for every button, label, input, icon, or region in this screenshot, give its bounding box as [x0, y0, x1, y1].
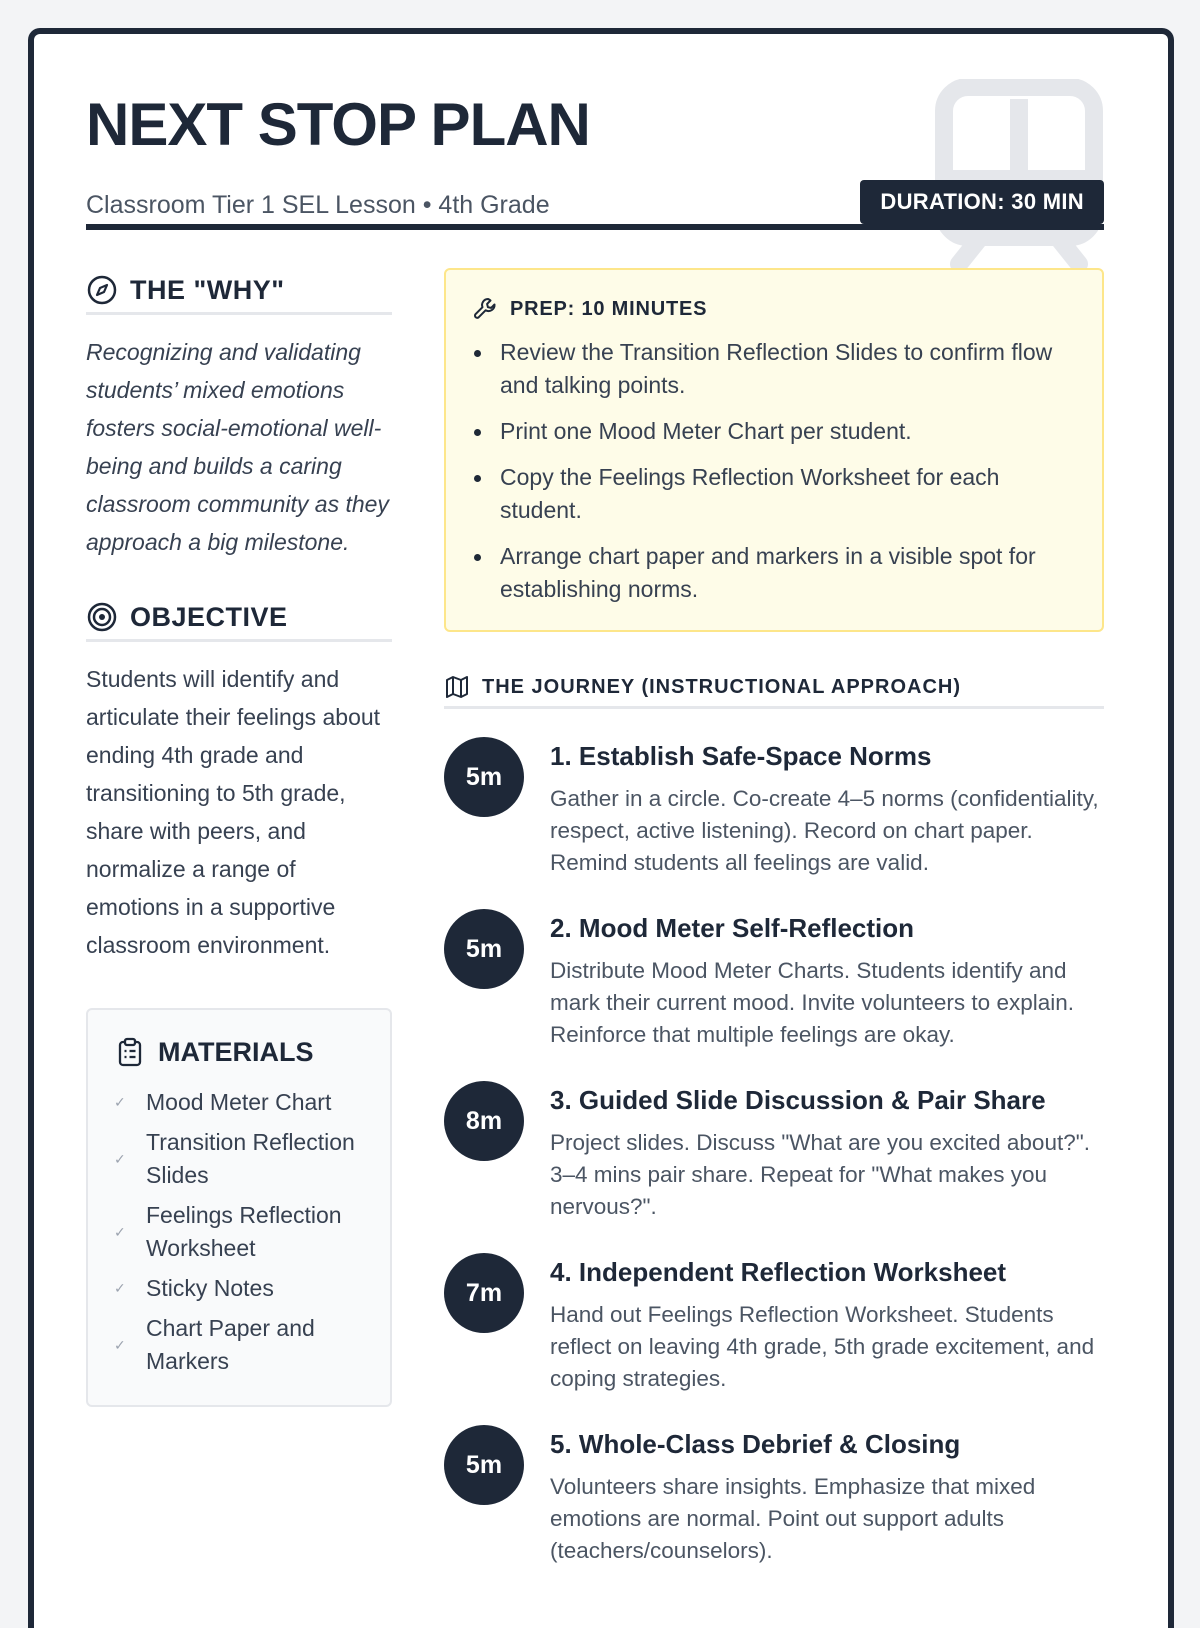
objective-heading: [86, 601, 392, 642]
material-label: Feelings Reflection Worksheet: [146, 1202, 342, 1261]
step-body: [550, 909, 1104, 1051]
clipboard-icon: [114, 1036, 146, 1068]
step-time-badge: 7m: [444, 1253, 524, 1333]
left-column: [86, 274, 392, 1407]
header: [86, 90, 1104, 230]
list-item: [114, 1086, 368, 1119]
why-heading-label: THE "WHY": [130, 274, 285, 305]
compass-icon: [86, 274, 118, 306]
prep-heading-label: PREP: 10 MINUTES: [510, 297, 708, 320]
right-column: [444, 268, 1104, 1597]
list-item: Print one Mood Meter Chart per student.: [472, 415, 1076, 448]
step-title: 2. Mood Meter Self-Reflection: [550, 913, 915, 943]
check-icon: ✓: [114, 1336, 126, 1353]
why-heading: [86, 274, 392, 315]
list-item: Copy the Feelings Reflection Worksheet for each student.: [472, 461, 1076, 527]
why-text: Recognizing and validating students’ mixed emotions fosters social-emotional well-being and builds a caring classroom community as they approach a big milestone.: [86, 339, 389, 555]
list-item: [114, 1199, 368, 1265]
step-time-badge: 5m: [444, 737, 524, 817]
prep-list: [472, 336, 1076, 606]
step-body: [550, 1425, 1104, 1567]
list-item: Arrange chart paper and markers in a visible spot for establishing norms.: [472, 540, 1076, 606]
step-description: Gather in a circle. Co-create 4–5 norms (confidentiality, respect, active listening). Record on chart paper. Remind students all feelings are valid.: [550, 786, 1099, 875]
step-description: Volunteers share insights. Emphasize that mixed emotions are normal. Point out support adults (teachers/counselors).: [550, 1474, 1036, 1563]
materials-heading: [114, 1036, 368, 1068]
wrench-icon: [472, 296, 498, 322]
step-time-badge: 5m: [444, 909, 524, 989]
step-body: [550, 1081, 1104, 1223]
step-title: 4. Independent Reflection Worksheet: [550, 1257, 1007, 1287]
lesson-plan-card: [28, 28, 1174, 1628]
material-label: Mood Meter Chart: [146, 1089, 332, 1115]
page-subtitle: Classroom Tier 1 SEL Lesson • 4th Grade: [86, 191, 550, 219]
materials-list: [114, 1086, 368, 1378]
list-item: [114, 1312, 368, 1378]
check-icon: ✓: [114, 1094, 126, 1110]
step-description: Distribute Mood Meter Charts. Students identify and mark their current mood. Invite volunteers to explain. Reinforce that multiple feelings are okay.: [550, 958, 1074, 1047]
journey-step: [444, 909, 1104, 1051]
check-icon: ✓: [114, 1223, 126, 1240]
list-item: [114, 1272, 368, 1305]
step-description: Project slides. Discuss "What are you excited about?". 3–4 mins pair share. Repeat for "What makes you nervous?".: [550, 1130, 1090, 1219]
materials-heading-label: MATERIALS: [158, 1036, 314, 1067]
material-label: Sticky Notes: [146, 1275, 274, 1301]
list-item: Review the Transition Reflection Slides to confirm flow and talking points.: [472, 336, 1076, 402]
list-item: [114, 1126, 368, 1192]
step-description: Hand out Feelings Reflection Worksheet. Students reflect on leaving 4th grade, 5th grade excitement, and coping strategies.: [550, 1302, 1095, 1391]
check-icon: ✓: [114, 1150, 126, 1167]
material-label: Chart Paper and Markers: [146, 1315, 315, 1374]
prep-box: [444, 268, 1104, 632]
journey-step: [444, 1081, 1104, 1223]
step-title: 5. Whole-Class Debrief & Closing: [550, 1429, 961, 1459]
page-title: NEXT STOP PLAN: [86, 91, 590, 158]
step-time-badge: 5m: [444, 1425, 524, 1505]
journey-step: [444, 737, 1104, 879]
objective-heading-label: OBJECTIVE: [130, 601, 288, 632]
step-title: 1. Establish Safe-Space Norms: [550, 741, 932, 771]
check-icon: ✓: [114, 1280, 126, 1296]
journey-heading-label: THE JOURNEY (INSTRUCTIONAL APPROACH): [482, 675, 961, 698]
objective-text: Students will identify and articulate their feelings about ending 4th grade and transitioning to 5th grade, share with peers, and normalize a range of emotions in a supportive classroom environment.: [86, 666, 381, 958]
materials-box: [86, 1008, 392, 1407]
journey-heading: [444, 674, 1104, 709]
step-title: 3. Guided Slide Discussion & Pair Share: [550, 1085, 1046, 1115]
step-time-badge: 8m: [444, 1081, 524, 1161]
duration-badge: DURATION: 30 MIN: [860, 180, 1104, 224]
material-label: Transition Reflection Slides: [146, 1129, 355, 1188]
target-icon: [86, 601, 118, 633]
map-icon: [444, 674, 470, 700]
step-body: [550, 737, 1104, 879]
journey-step: [444, 1425, 1104, 1567]
step-body: [550, 1253, 1104, 1395]
journey-step: [444, 1253, 1104, 1395]
prep-heading: [472, 296, 1076, 322]
